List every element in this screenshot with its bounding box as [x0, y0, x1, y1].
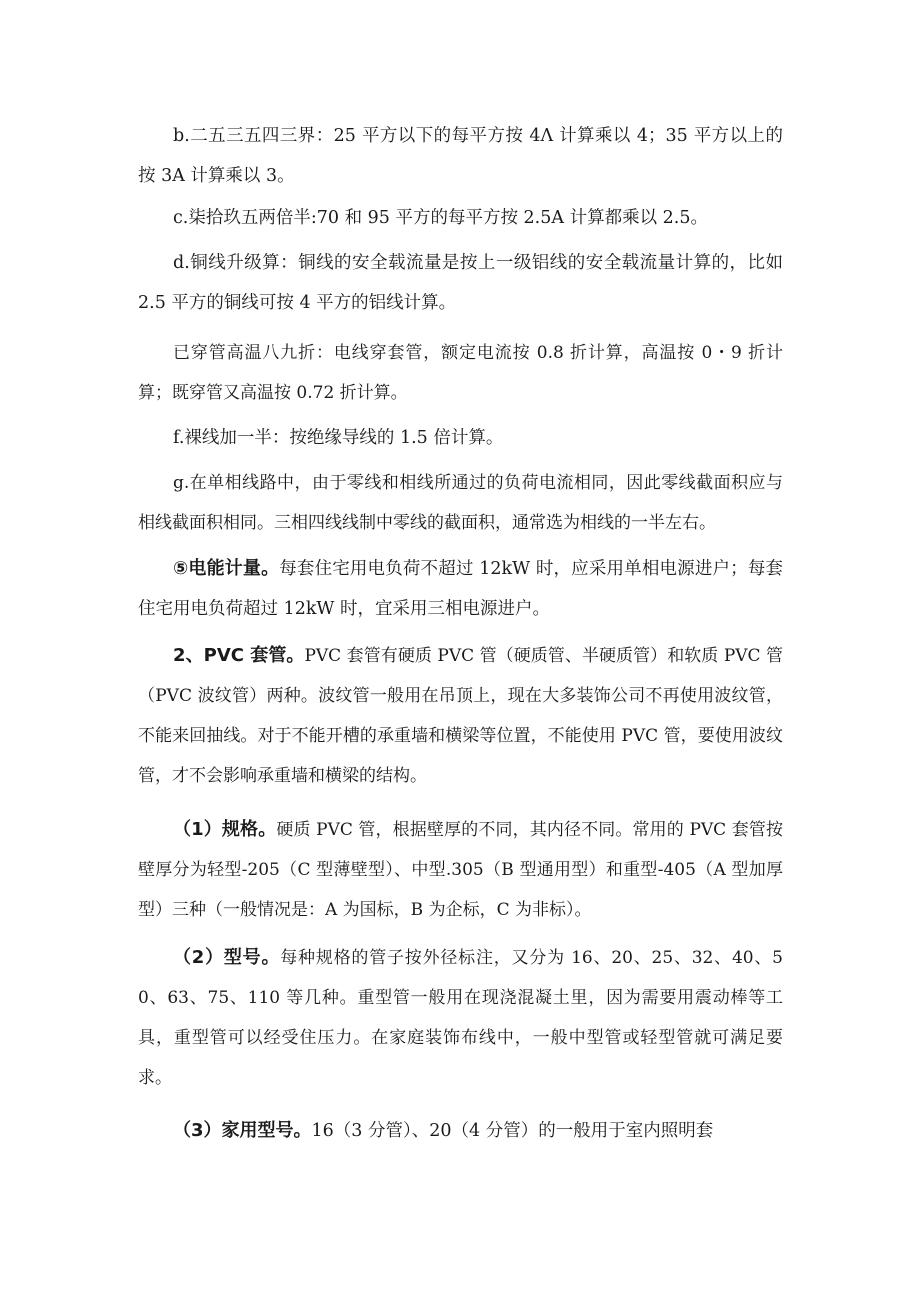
paragraph-rule-d — [138, 243, 783, 323]
paragraph-text: g.在单相线路中，由于零线和相线所通过的负荷电流相同，因此零线截面积应与相线截面积相同。三相四线线制中零线的截面积，通常选为相线的一半左右。 — [138, 473, 783, 533]
paragraph-text: b.二五三五四三界：25 平方以下的每平方按 4Λ 计算乘以 4；35 平方以上的按 3A 计算乘以 3。 — [138, 126, 783, 186]
paragraph-text: 每套住宅用电负荷不超过 12kW 时，应采用单相电源进户；每套住宅用电负荷超过 12kW 时，宜采用三相电源进户。 — [138, 559, 783, 619]
paragraph-model — [138, 938, 783, 1098]
paragraph-rule-g — [138, 463, 783, 543]
paragraph-rule-f — [138, 418, 783, 458]
paragraph-rule-e — [138, 333, 783, 413]
paragraph-text: c.柒拾玖五两倍半:70 和 95 平方的每平方按 2.5A 计算都乘以 2.5。 — [173, 208, 708, 228]
paragraph-rule-b — [138, 116, 783, 196]
paragraph-text: 16（3 分管）、20（4 分管）的一般用于室内照明套 — [311, 1121, 714, 1141]
section-heading: ⑤电能计量。 — [173, 558, 280, 579]
paragraph-text: 每种规格的管子按外径标注，又分为 16、20、25、32、40、50、63、75、110 等几种。重型管一般用在现浇混凝土里，因为需要用震动棒等工具，重型管可以经受住压力。在家庭装饰布线中，一般中型管或轻型管就可满足要求。 — [138, 948, 783, 1088]
paragraph-text: 已穿管高温八九折：电线穿套管，额定电流按 0.8 折计算，高温按 0・9 折计算；既穿管又高温按 0.72 折计算。 — [138, 343, 783, 403]
paragraph-energy-metering — [138, 549, 783, 629]
paragraph-text: 硬质 PVC 管，根据壁厚的不同，其内径不同。常用的 PVC 套管按壁厚分为轻型-205（C 型薄壁型）、中型.305（B 型通用型）和重型-405（A 型加厚型）三种（一般情况是：A 为国标，B 为企标，C 为非标）。 — [138, 820, 783, 920]
paragraph-text: PVC 套管有硬质 PVC 管（硬质管、半硬质管）和软质 PVC 管（PVC 波纹管）两种。波纹管一般用在吊顶上，现在大多装饰公司不再使用波纹管，不能来回抽线。对于不能开槽的承重墙和横梁等位置，不能使用 PVC 管，要使用波纹管，才不会影响承重墙和横梁的结构。 — [138, 646, 784, 786]
paragraph-text: d.铜线升级算：铜线的安全载流量是按上一级铝线的安全载流量计算的，比如 2.5 平方的铜线可按 4 平方的铝线计算。 — [138, 253, 783, 313]
paragraph-specification — [138, 810, 783, 930]
paragraph-text: f.裸线加一半：按绝缘导线的 1.5 倍计算。 — [173, 428, 504, 448]
section-heading: （3）家用型号。 — [173, 1120, 312, 1141]
section-heading: 2、PVC 套管。 — [173, 645, 305, 666]
section-heading: （2）型号。 — [173, 947, 281, 968]
paragraph-rule-c — [138, 198, 783, 238]
section-heading: （1）规格。 — [173, 819, 277, 840]
paragraph-pvc-conduit — [138, 636, 783, 796]
paragraph-household-model — [138, 1111, 783, 1151]
